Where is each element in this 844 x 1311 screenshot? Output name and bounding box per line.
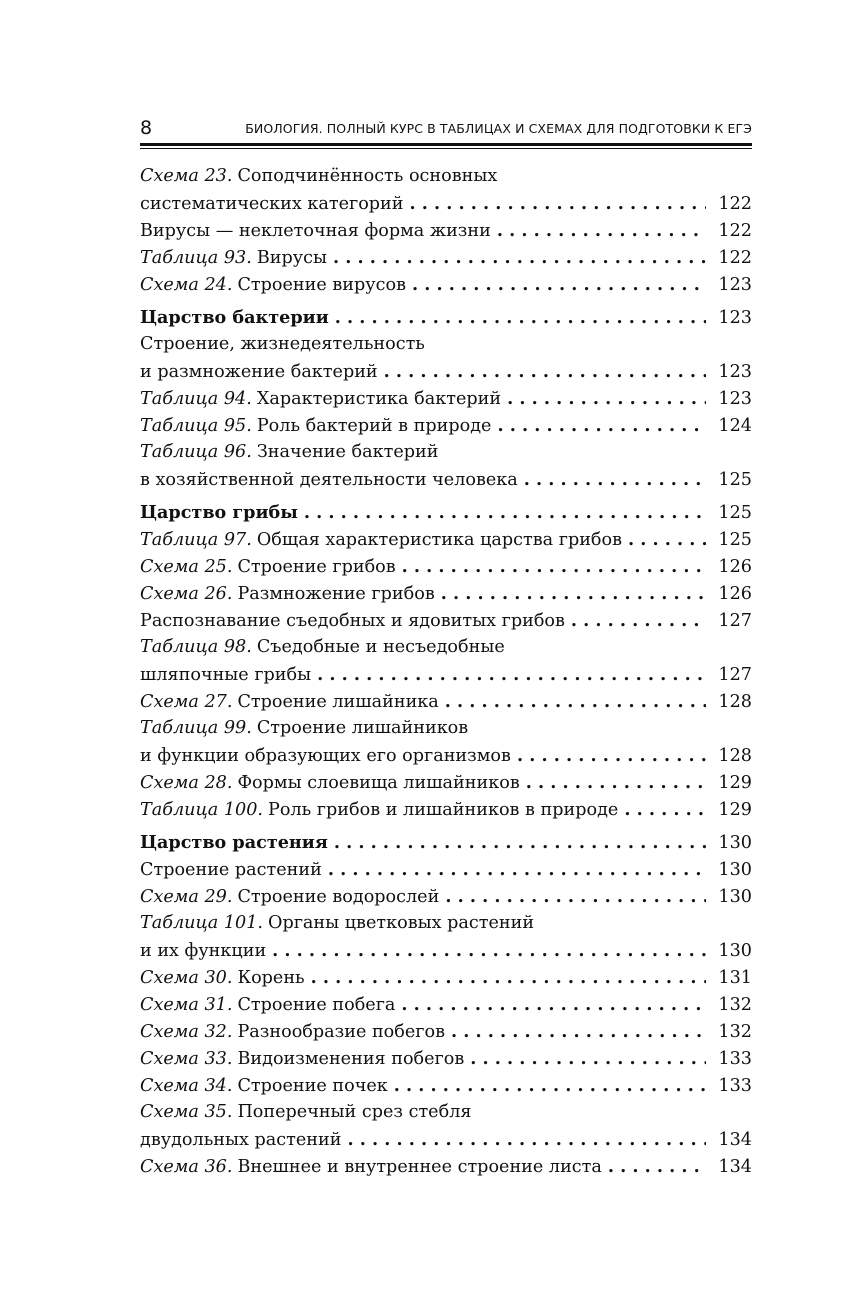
toc-entry-title: в хозяйственной деятельности человека [140,470,518,490]
toc-entry-title: двудольных растений [140,1130,342,1150]
toc-line [140,553,752,580]
toc-entry-prefix: Схема 30. [140,968,233,988]
toc-entry [140,1099,752,1153]
toc-entry [140,991,752,1018]
toc-entry-title: Корень [237,968,305,988]
toc-line [140,1153,752,1180]
toc-line [140,937,752,964]
toc-page-number: 130 [718,860,752,880]
toc-line [140,217,752,244]
toc-entry [140,331,752,385]
toc-entry [140,412,752,439]
toc-page-number: 123 [718,275,752,295]
toc-line [140,991,752,1018]
toc-entry-title: и размножение бактерий [140,362,378,382]
toc-line [140,466,752,493]
toc-line [140,499,752,526]
toc-line [140,163,752,190]
toc-entry-prefix: Схема 32. [140,1022,233,1042]
dot-leader [608,1153,706,1180]
toc-entry-prefix: Схема 26. [140,584,233,604]
toc-entry-title: Разнообразие побегов [237,1022,445,1042]
toc-page-number: 127 [718,665,752,685]
toc-entry-title: Съедобные и несъедобные [256,637,505,657]
toc-line [140,688,752,715]
toc-entry-title: Строение лишайников [256,718,469,738]
toc-line [140,607,752,634]
toc-entry-title: Роль бактерий в природе [256,416,492,436]
toc-entry [140,553,752,580]
toc-line [140,883,752,910]
toc-page-number: 130 [718,887,752,907]
dot-leader [334,829,706,856]
toc-entry [140,1045,752,1072]
toc-line [140,304,752,331]
toc-entry-title: Характеристика бактерий [256,389,502,409]
toc-page-number: 125 [718,470,752,490]
toc-section-heading [140,304,752,331]
toc-line [140,769,752,796]
toc-page-number: 130 [718,833,752,853]
toc-page-number: 131 [718,968,752,988]
toc-entry-prefix: Таблица 98. [140,637,252,657]
toc-entry-prefix: Таблица 99. [140,718,252,738]
toc-entry-title: Видоизменения побегов [237,1049,465,1069]
toc-entry-title: шляпочные грибы [140,665,312,685]
toc-entry [140,910,752,964]
toc-entry-title: Царство бактерии [140,307,329,328]
toc-page-number: 134 [718,1157,752,1177]
toc-entry-title: Общая характеристика царства грибов [256,530,623,550]
toc-entry-prefix: Схема 24. [140,275,233,295]
toc-entry [140,634,752,688]
toc-line [140,526,752,553]
toc-entry [140,1072,752,1099]
toc-entry-prefix: Схема 28. [140,773,233,793]
toc-line [140,742,752,769]
toc-entry-title: Соподчинённость основных [237,166,498,186]
toc-page-number: 132 [718,1022,752,1042]
page-header [140,113,752,143]
toc-entry-title: Царство грибы [140,502,298,523]
toc-entry [140,439,752,493]
toc-line [140,1126,752,1153]
running-title: БИОЛОГИЯ. ПОЛНЫЙ КУРС В ТАБЛИЦАХ И СХЕМАХ ДЛЯ ПОДГОТОВКИ К ЕГЭ [245,121,752,136]
toc-entry-prefix: Схема 35. [140,1102,233,1122]
dot-leader [304,499,706,526]
toc-line [140,964,752,991]
toc-page-number: 130 [718,941,752,961]
toc-entry [140,964,752,991]
toc-entry-prefix: Схема 27. [140,692,233,712]
toc-page-number: 122 [718,194,752,214]
toc-entry-prefix: Таблица 100. [140,800,264,820]
toc-entry-title: Вирусы — неклеточная форма жизни [140,221,491,241]
toc-entry-prefix: Схема 23. [140,166,233,186]
toc-entry [140,244,752,271]
toc-entry-title: Роль грибов и лишайников в природе [268,800,619,820]
toc-line [140,385,752,412]
dot-leader [526,769,706,796]
toc-entry-title: Строение лишайника [237,692,439,712]
toc-line [140,661,752,688]
toc-entry-title: Строение вирусов [237,275,406,295]
dot-leader [410,190,706,217]
toc-entry-prefix: Схема 25. [140,557,233,577]
dot-leader [335,304,706,331]
toc-section-heading [140,829,752,856]
toc-line [140,358,752,385]
dot-leader [272,937,706,964]
toc-entry [140,796,752,823]
toc-page-number: 128 [718,746,752,766]
toc-line [140,439,752,466]
toc-entry-title: Строение побега [237,995,396,1015]
toc-entry-prefix: Таблица 96. [140,442,252,462]
dot-leader [571,607,706,634]
toc-line [140,1099,752,1126]
toc-entry-title: Строение водорослей [237,887,440,907]
toc-entry-title: Строение, жизнедеятельность [140,334,425,354]
toc-entry [140,385,752,412]
toc-entry [140,163,752,217]
dot-leader [517,742,706,769]
toc-entry-title: и их функции [140,941,267,961]
dot-leader [507,385,706,412]
toc-section-heading [140,499,752,526]
toc-page-number: 132 [718,995,752,1015]
dot-leader [311,964,706,991]
toc-entry [140,580,752,607]
toc-page-number: 128 [718,692,752,712]
toc-page-number: 124 [718,416,752,436]
toc-entry-title: Внешнее и внутреннее строение листа [237,1157,602,1177]
dot-leader [497,217,706,244]
toc-line [140,829,752,856]
toc-entry-prefix: Схема 36. [140,1157,233,1177]
toc-entry-prefix: Таблица 97. [140,530,252,550]
dot-leader [333,244,706,271]
toc-page-number: 123 [718,308,752,328]
dot-leader [624,796,706,823]
toc-entry [140,688,752,715]
toc-entry-title: и функции образующих его организмов [140,746,511,766]
toc-entry [140,217,752,244]
toc-page-number: 126 [718,557,752,577]
toc-entry-prefix: Схема 31. [140,995,233,1015]
dot-leader [328,856,706,883]
dot-leader [497,412,706,439]
header-rule-thick [140,143,752,146]
toc-entry [140,607,752,634]
toc-entry-prefix: Схема 29. [140,887,233,907]
toc-page-number: 125 [718,530,752,550]
toc-page-number: 134 [718,1130,752,1150]
dot-leader [445,883,706,910]
dot-leader [347,1126,706,1153]
toc-entry-title: Строение растений [140,860,322,880]
dot-leader [412,271,706,298]
toc-entry [140,1153,752,1180]
table-of-contents [140,163,752,1180]
toc-entry [140,1018,752,1045]
toc-entry-title: Вирусы [256,248,327,268]
toc-entry [140,769,752,796]
toc-entry-title: Формы слоевища лишайников [237,773,520,793]
toc-entry-prefix: Таблица 93. [140,248,252,268]
toc-page-number: 122 [718,221,752,241]
header-rule-thin [140,148,752,149]
toc-line [140,271,752,298]
toc-page-number: 123 [718,362,752,382]
dot-leader [401,991,706,1018]
toc-page-number: 123 [718,389,752,409]
toc-line [140,331,752,358]
dot-leader [317,661,706,688]
toc-page-number: 122 [718,248,752,268]
toc-page-number: 125 [718,503,752,523]
toc-line [140,634,752,661]
toc-line [140,715,752,742]
toc-line [140,412,752,439]
toc-entry-prefix: Таблица 95. [140,416,252,436]
dot-leader [394,1072,706,1099]
dot-leader [402,553,706,580]
toc-entry-prefix: Схема 33. [140,1049,233,1069]
toc-line [140,796,752,823]
toc-line [140,856,752,883]
toc-page-number: 133 [718,1049,752,1069]
toc-entry-prefix: Таблица 94. [140,389,252,409]
toc-entry [140,271,752,298]
toc-entry [140,526,752,553]
toc-entry-prefix: Таблица 101. [140,913,264,933]
toc-entry-title: Размножение грибов [237,584,435,604]
toc-line [140,244,752,271]
toc-page-number: 133 [718,1076,752,1096]
toc-entry-title: Распознавание съедобных и ядовитых грибов [140,611,565,631]
dot-leader [384,358,706,385]
toc-page-number: 127 [718,611,752,631]
toc-line [140,1018,752,1045]
dot-leader [470,1045,706,1072]
toc-entry-title: систематических категорий [140,194,404,214]
toc-line [140,910,752,937]
toc-page-number: 129 [718,800,752,820]
page-number: 8 [140,117,153,139]
dot-leader [445,688,706,715]
toc-entry-title: Поперечный срез стебля [237,1102,472,1122]
toc-entry-title: Строение почек [237,1076,388,1096]
toc-entry-title: Царство растения [140,832,328,853]
toc-line [140,190,752,217]
toc-line [140,580,752,607]
toc-page-number: 126 [718,584,752,604]
toc-entry-title: Значение бактерий [256,442,439,462]
dot-leader [451,1018,706,1045]
toc-line [140,1072,752,1099]
dot-leader [628,526,706,553]
toc-line [140,1045,752,1072]
toc-entry [140,883,752,910]
toc-entry-title: Органы цветковых растений [268,913,535,933]
dot-leader [524,466,706,493]
toc-entry-prefix: Схема 34. [140,1076,233,1096]
toc-entry-title: Строение грибов [237,557,396,577]
toc-entry [140,856,752,883]
toc-page-number: 129 [718,773,752,793]
toc-entry [140,715,752,769]
dot-leader [441,580,706,607]
